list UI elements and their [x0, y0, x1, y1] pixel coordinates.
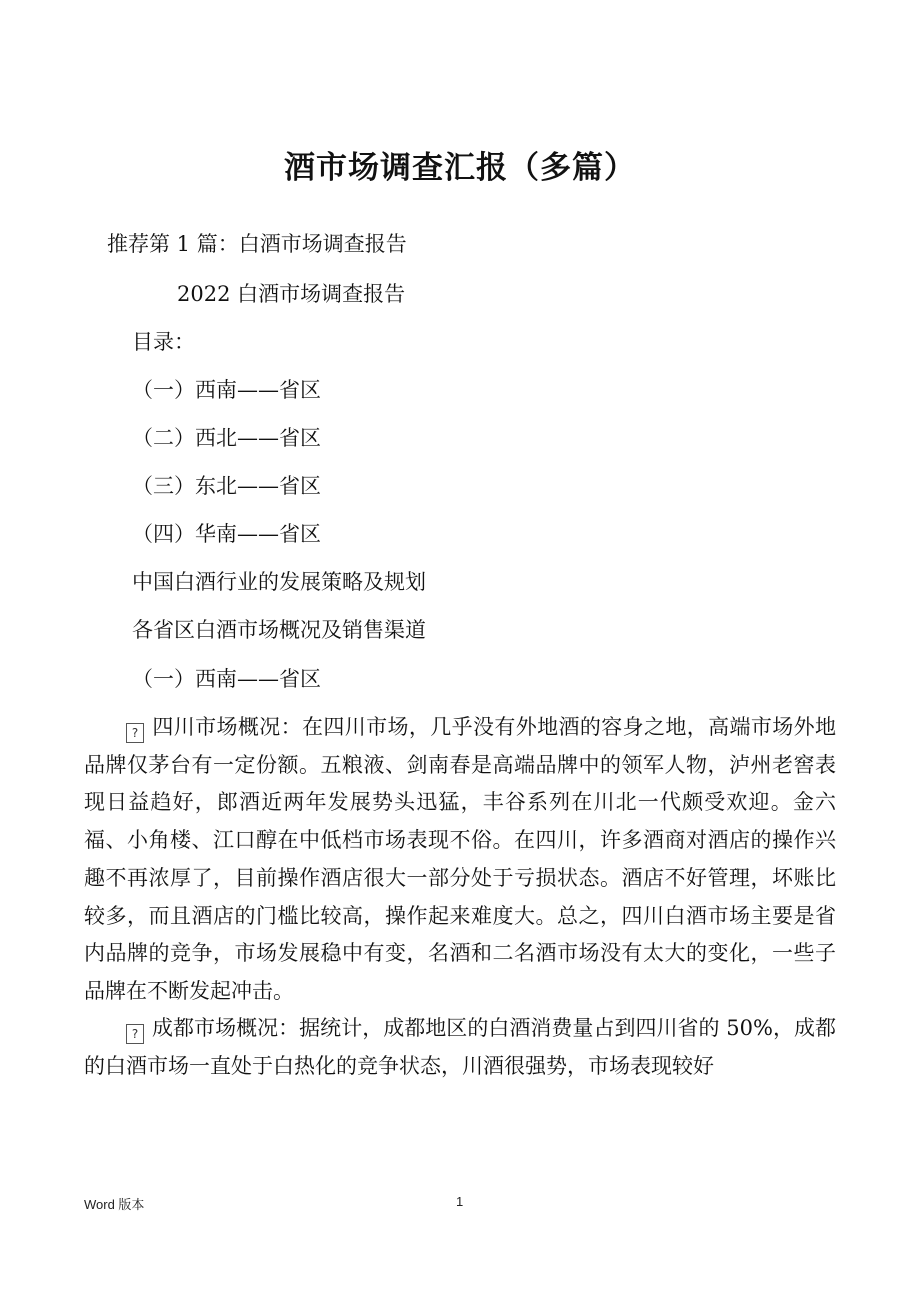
document-title: 酒市场调查汇报（多篇） — [284, 150, 636, 186]
footer-page-number: 1 — [456, 1194, 464, 1209]
report-subtitle: 2022 白酒市场调查报告 — [177, 282, 406, 306]
toc-item: 各省区白酒市场概况及销售渠道 — [132, 618, 426, 642]
bullet-placeholder-icon: ? — [126, 723, 144, 743]
body-paragraph — [84, 709, 836, 1011]
paragraph-text: 四川市场概况：在四川市场，几乎没有外地酒的容身之地，高端市场外地品牌仅茅台有一定份额。五粮液、剑南春是高端品牌中的领军人物，泸州老窖表现日益趋好，郎酒近两年发展势头迅猛，丰谷系列在川北一代颇受欢迎。金六福、小角楼、江口醇在中低档市场表现不俗。在四川，许多酒商对酒店的操作兴趣不再浓厚了，目前操作酒店很大一部分处于亏损状态。酒店不好管理，坏账比较多，而且酒店的门槛比较高，操作起来难度大。总之，四川白酒市场主要是省内品牌的竞争，市场发展稳中有变，名酒和二名酒市场没有太大的变化，一些子品牌在不断发起冲击。 — [84, 715, 836, 1003]
toc-item: （四）华南——省区 — [132, 522, 321, 546]
footer-version-label: Word 版本 — [84, 1197, 145, 1212]
toc-item: （一）西南——省区 — [132, 378, 321, 402]
bullet-placeholder-icon: ? — [126, 1024, 144, 1044]
body-paragraph — [84, 1010, 836, 1085]
recommend-heading: 推荐第 1 篇：白酒市场调查报告 — [107, 232, 407, 256]
paragraph-text: 成都市场概况：据统计，成都地区的白酒消费量占到四川省的 50%，成都的白酒市场一直处于白热化的竞争状态，川酒很强势，市场表现较好 — [84, 1016, 836, 1078]
toc-item: （三）东北——省区 — [132, 474, 321, 498]
toc-item: 中国白酒行业的发展策略及规划 — [132, 570, 426, 594]
toc-label: 目录： — [132, 330, 195, 354]
section-heading: （一）西南——省区 — [132, 667, 321, 691]
toc-item: （二）西北——省区 — [132, 426, 321, 450]
